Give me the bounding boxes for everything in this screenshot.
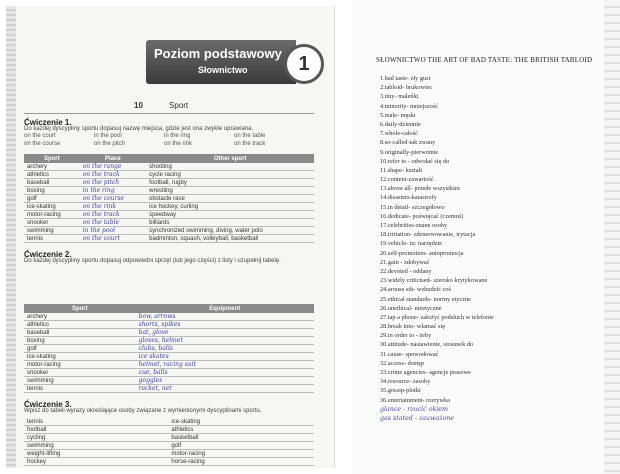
place-answer: in the pool bbox=[80, 227, 147, 235]
table-row bbox=[24, 329, 314, 337]
other-cell: synchronized swimming, diving, water polo bbox=[146, 227, 314, 235]
table-row bbox=[24, 442, 314, 450]
option: on the rink bbox=[164, 141, 193, 147]
option: in the ring bbox=[164, 133, 191, 139]
sport-cell: cycling bbox=[24, 434, 168, 442]
sport-cell: baseball bbox=[24, 329, 136, 337]
banner-subtitle: Słownictwo bbox=[198, 65, 248, 75]
list-item: 1.bad taste- zły gust bbox=[380, 75, 431, 82]
banner-title: Poziom podstawowy bbox=[154, 46, 282, 61]
binding-strip bbox=[6, 6, 16, 468]
sport-cell: ice-skating bbox=[24, 203, 80, 211]
sport-cell: tennis bbox=[24, 385, 136, 393]
place-answer: on the court bbox=[80, 235, 147, 243]
other-cell: cycle racing bbox=[146, 171, 314, 179]
header-equipment: Equipment bbox=[136, 304, 314, 313]
other-cell: wrestling bbox=[146, 187, 314, 195]
table-row bbox=[24, 187, 314, 195]
table-row bbox=[24, 369, 314, 377]
list-item: 7.whole-całość bbox=[380, 130, 418, 138]
equipment-answer: gloves, helmet bbox=[136, 337, 314, 345]
sport-cell: swimming bbox=[24, 227, 80, 235]
sport-cell: golf bbox=[168, 442, 314, 450]
list-item: 25.ethical standards- normy etyczne bbox=[380, 295, 471, 303]
equipment-answer: helmet, racing suit bbox=[136, 361, 314, 369]
equipment-answer: cue, balls bbox=[136, 369, 314, 377]
sport-cell: hockey bbox=[24, 458, 168, 466]
sport-cell: athletics bbox=[24, 321, 136, 329]
list-item: 22.devoted - oddany bbox=[380, 267, 432, 275]
table-row bbox=[24, 418, 314, 426]
exercise-1-table bbox=[24, 154, 314, 243]
other-cell: ice hockey, curling bbox=[146, 203, 314, 211]
list-item: 17.celebrities-znane osoby bbox=[380, 222, 448, 229]
handwritten-item: gas stated - zauważone bbox=[380, 414, 455, 422]
list-item: 18.irritation- zdenerwowanie, irytacja bbox=[380, 231, 476, 239]
list-item: 30.attitude- nastawienie, stosunek do bbox=[380, 341, 474, 349]
list-item: 20.self-promotion- autopromocja bbox=[380, 249, 464, 257]
sport-cell: swimming bbox=[24, 377, 136, 385]
option: in the pool bbox=[94, 133, 122, 139]
list-item: 21.gain - zdobywać bbox=[380, 258, 430, 266]
exercise-2-instruction: Do każdej dyscypliny sportu dopasuj odpowiedni sprzęt (lub jego części) z listy i uzupełnij tabelę. bbox=[24, 258, 281, 264]
place-answer: on the table bbox=[80, 219, 147, 227]
sport-cell: horse-racing bbox=[168, 458, 314, 466]
list-item: 24.arouse sth- wzbudzić coś bbox=[380, 286, 451, 294]
place-answer: in the ring bbox=[80, 187, 147, 195]
option: on the track bbox=[234, 141, 266, 147]
list-item: 27.tap a phone- założyć podsłuch w telefonie bbox=[380, 313, 494, 321]
other-cell: billiards bbox=[146, 219, 314, 227]
list-item: 19.vehicle- tu: narzędzie bbox=[380, 240, 443, 248]
section-number: 10 bbox=[134, 101, 143, 110]
table-row bbox=[24, 313, 314, 321]
page-edge bbox=[604, 0, 620, 474]
handwritten-item: glance - rzucić okiem bbox=[380, 405, 449, 413]
place-answer: on the pitch bbox=[80, 179, 147, 187]
list-item: 4.minority- mniejszość bbox=[380, 102, 439, 110]
equipment-answer: shorts, spikes bbox=[136, 321, 314, 329]
table-row bbox=[24, 227, 314, 235]
other-cell: badminton, squash, volleyball, basketball bbox=[146, 235, 314, 243]
list-item: 3.tiny- maleńki bbox=[380, 93, 419, 101]
sport-cell: tennis bbox=[24, 235, 80, 243]
sport-cell: swimming bbox=[24, 442, 168, 450]
table-row bbox=[24, 434, 314, 442]
table-row bbox=[24, 458, 314, 466]
list-item: 29.in order to - żeby bbox=[380, 332, 432, 340]
list-item: 6.daily-dziennie bbox=[380, 120, 421, 128]
exercise-2-table bbox=[24, 304, 314, 393]
list-item: 23.widely criticised- szeroko krytykowane bbox=[380, 277, 488, 285]
vocabulary-page bbox=[352, 0, 620, 474]
sport-cell: ice-skating bbox=[168, 418, 314, 426]
sport-cell: boxing bbox=[24, 187, 80, 195]
sport-cell: snooker bbox=[24, 369, 136, 377]
header-place: Place bbox=[80, 154, 147, 163]
sport-cell: golf bbox=[24, 345, 136, 353]
sport-cell: basketball bbox=[168, 434, 314, 442]
table-header-row bbox=[24, 304, 314, 313]
section-header bbox=[24, 101, 314, 114]
other-cell: shooting bbox=[146, 163, 314, 171]
equipment-answer: goggles bbox=[136, 377, 314, 385]
other-cell: football, rugby bbox=[146, 179, 314, 187]
table-row bbox=[24, 235, 314, 243]
section-name: Sport bbox=[169, 101, 189, 110]
other-cell: obstacle race bbox=[146, 195, 314, 203]
sport-cell: golf bbox=[24, 195, 80, 203]
sport-cell: football bbox=[24, 426, 168, 434]
sport-cell: ice-skating bbox=[24, 353, 136, 361]
worksheet-page bbox=[6, 6, 335, 468]
table-row bbox=[24, 171, 314, 179]
equipment-answer: bat, glove bbox=[136, 329, 314, 337]
place-answer: on the track bbox=[80, 171, 147, 179]
sport-cell: motor-racing bbox=[24, 211, 80, 219]
place-answer: on the track bbox=[80, 211, 147, 219]
sport-cell: archery bbox=[24, 313, 136, 321]
list-item: 35.gossip-plotki bbox=[380, 387, 421, 395]
list-item: 36.entertainment- rozrywka bbox=[380, 396, 450, 404]
list-item: 26.unethical- nieetyczne bbox=[380, 304, 442, 312]
table-row bbox=[24, 211, 314, 219]
table-row bbox=[24, 450, 314, 458]
table-row bbox=[24, 179, 314, 187]
sport-cell: motor-racing bbox=[168, 450, 314, 458]
table-row bbox=[24, 361, 314, 369]
exercise-1-title: Ćwiczenie 1. bbox=[24, 118, 72, 127]
place-answer: on the course bbox=[80, 195, 147, 203]
table-row bbox=[24, 337, 314, 345]
sport-cell: athletics bbox=[24, 171, 80, 179]
list-item: 14.disasters-katastrofy bbox=[380, 194, 437, 202]
exercise-1-options bbox=[24, 133, 314, 149]
list-item: 12.content-zawartość bbox=[380, 176, 434, 184]
table-header-row bbox=[24, 154, 314, 163]
table-row bbox=[24, 426, 314, 434]
header-sport: Sport bbox=[24, 154, 80, 163]
list-item: 8.so-called-tak zwany bbox=[380, 139, 436, 147]
header-other: Other sport bbox=[146, 154, 314, 163]
list-item: 2.tabloid- brukowiec bbox=[380, 84, 433, 92]
equipment-answer: racket, net bbox=[136, 385, 314, 393]
list-item: 9.originally-pierwotnie bbox=[380, 148, 439, 156]
equipment-answer: clubs, balls bbox=[136, 345, 314, 353]
list-item: 31.cause- spowodować bbox=[380, 350, 439, 358]
list-item: 5.male- męski bbox=[380, 111, 416, 119]
exercise-1-instruction: Do każdej dyscypliny sportu dopasuj nazwę miejsca, gdzie jest ona zwykle uprawiana. bbox=[24, 126, 254, 132]
list-item: 11.shape- kształt bbox=[380, 166, 423, 174]
level-banner bbox=[146, 40, 296, 84]
table-row bbox=[24, 377, 314, 385]
vocabulary-list bbox=[380, 74, 494, 423]
list-item: 28.break into- włamać się bbox=[380, 323, 446, 331]
header-sport: Sport bbox=[24, 304, 136, 313]
list-item: 16.dedicate- poświęcać (czemuś) bbox=[380, 212, 464, 220]
option: on the pitch bbox=[94, 141, 126, 147]
table-row bbox=[24, 353, 314, 361]
list-item: 33.crime agencies- agencje prasowe bbox=[380, 369, 471, 376]
exercise-3-instruction: Wpisz do tabeli wyrazy określające osoby związane z wymienionymi dyscyplinami sportu. bbox=[24, 408, 262, 414]
sport-cell: motor-racing bbox=[24, 361, 136, 369]
unit-number-badge: 1 bbox=[284, 44, 324, 84]
table-row bbox=[24, 203, 314, 211]
table-row bbox=[24, 219, 314, 227]
equipment-answer: bow, arrows bbox=[136, 313, 314, 321]
equipment-answer: ice skates bbox=[136, 353, 314, 361]
list-item: 32.access- dostęp bbox=[380, 359, 425, 367]
place-answer: on the rink bbox=[80, 203, 147, 211]
option: on the table bbox=[234, 133, 266, 139]
list-item: 34.resource- zasoby bbox=[380, 378, 431, 386]
exercise-2-title: Ćwiczenie 2. bbox=[24, 250, 72, 259]
list-item: 15.in detail- szczegółowo bbox=[380, 203, 445, 211]
option: on the court bbox=[24, 133, 56, 139]
table-row bbox=[24, 163, 314, 171]
place-answer: on the range bbox=[80, 163, 147, 171]
option: on the course bbox=[24, 141, 61, 147]
exercise-3-table bbox=[24, 418, 314, 466]
table-row bbox=[24, 321, 314, 329]
exercise-3-title: Ćwiczenie 3. bbox=[24, 400, 72, 409]
sport-cell: baseball bbox=[24, 179, 80, 187]
table-row bbox=[24, 195, 314, 203]
other-cell: speedway bbox=[146, 211, 314, 219]
list-item: 13.above all- przede wszystkim bbox=[380, 185, 460, 193]
sport-cell: archery bbox=[24, 163, 80, 171]
sport-cell: tennis bbox=[24, 418, 168, 426]
list-item: 10.refer to - odwołać się do bbox=[380, 157, 450, 165]
vocabulary-heading: SŁOWNICTWO THE ART OF BAD TASTE: THE BRITISH TABLOID bbox=[376, 56, 593, 64]
table-row bbox=[24, 345, 314, 353]
sport-cell: boxing bbox=[24, 337, 136, 345]
table-row bbox=[24, 385, 314, 393]
sport-cell: athletics bbox=[168, 426, 314, 434]
sport-cell: weight-lifting bbox=[24, 450, 168, 458]
sport-cell: snooker bbox=[24, 219, 80, 227]
